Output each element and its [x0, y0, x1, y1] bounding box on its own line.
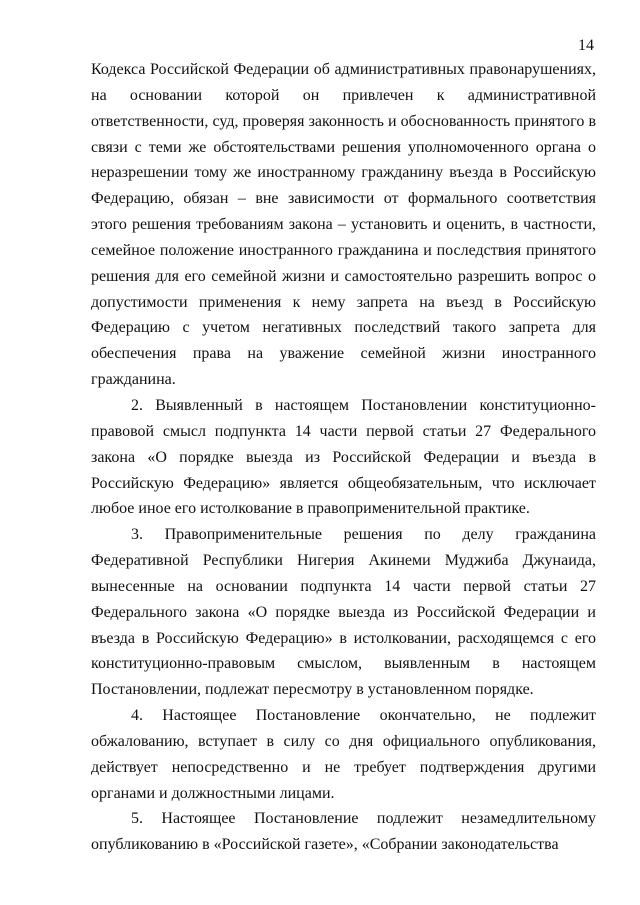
paragraph-2: 2. Выявленный в настоящем Постановлении конституционно-правовой смысл подпункта 14 части первой статьи 27 Федерального закона «О порядке выезда из Российской Федерации и въезда в Российскую Федерацию» является общеобязательным, что исключает любое иное его истолкование в правоприменительной практике. — [91, 396, 596, 518]
paragraph-5: 5. Настоящее Постановление подлежит незамедлительному опубликованию в «Российской газете», «Собрании законодательства — [91, 810, 596, 854]
document-body — [91, 57, 596, 858]
paragraph-3: 3. Правоприменительные решения по делу гражданина Федеративной Республики Нигерия Акинеми Муджиба Джунаида, вынесенные на основании подпункта 14 части первой статьи 27 Федерального закона «О порядке выезда из Российской Федерации и въезда в Российскую Федерацию» в истолковании, расходящемся с его конституционно-правовым смыслом, выявленным в настоящем Постановлении, подлежат пересмотру в установленном порядке. — [91, 526, 596, 699]
page-number: 14 — [578, 37, 594, 54]
paragraph-continuation: Кодекса Российской Федерации об административных правонарушениях, на основании которой он привлечен к административной ответственности, суд, проверяя законность и обоснованность принятого в связи с теми же обстоятельствами решения уполномоченного органа о неразрешении тому же иностранному гражданину въезда в Российскую Федерацию, обязан – вне зависимости от формального соответствия этого решения требованиям закона – установить и оценить, в частности, семейное положение иностранного гражданина и последствия принятого решения для его семейной жизни и самостоятельно разрешить вопрос о допустимости применения к нему запрета на въезд в Российскую Федерацию с учетом негативных последствий такого запрета для обеспечения права на уважение семейной жизни иностранного гражданина. — [91, 61, 596, 389]
paragraph-4: 4. Настоящее Постановление окончательно, не подлежит обжалованию, вступает в силу со дня официального опубликования, действует непосредственно и не требует подтверждения другими органами и должностными лицами. — [91, 707, 596, 802]
